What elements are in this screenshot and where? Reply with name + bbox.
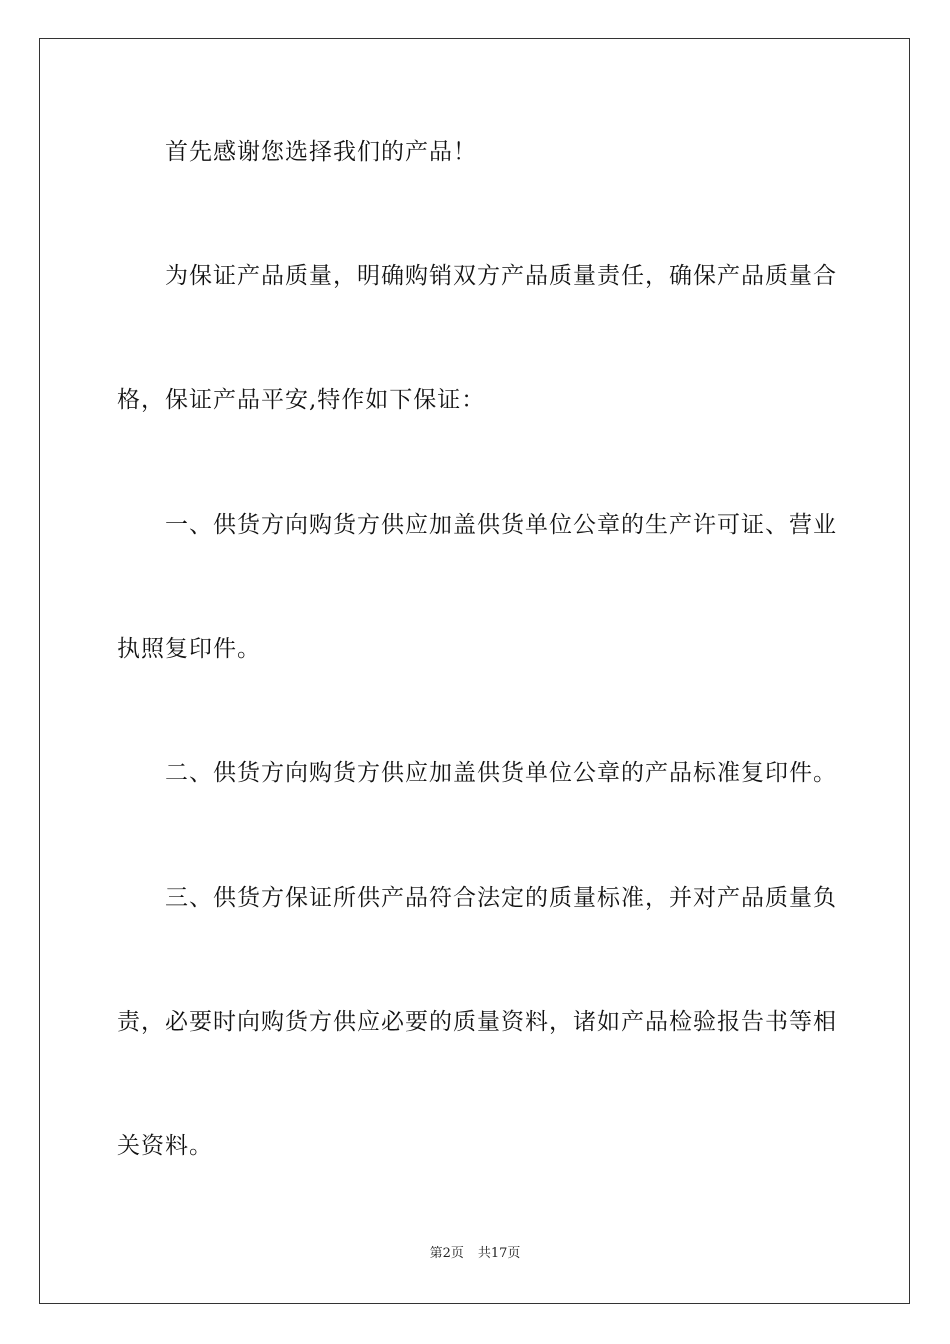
page-footer: [0, 1245, 950, 1263]
text-line: 执照复印件。: [117, 636, 261, 662]
text-line: 责，必要时向购货方供应必要的质量资料，诸如产品检验报告书等相: [117, 1009, 837, 1035]
page-total: 共17页: [477, 1246, 521, 1261]
text-line: 为保证产品质量，明确购销双方产品质量责任，确保产品质量合: [165, 263, 837, 289]
page-number: 第2页: [429, 1246, 464, 1261]
text-line: 三、供货方保证所供产品符合法定的质量标准，并对产品质量负: [165, 885, 837, 911]
page-frame: [39, 38, 910, 1304]
text-line: 一、供货方向购货方供应加盖供货单位公章的生产许可证、营业: [165, 512, 837, 538]
text-line: 关资料。: [117, 1133, 213, 1159]
text-line: 格，保证产品平安,特作如下保证：: [117, 387, 486, 413]
text-line: 二、供货方向购货方供应加盖供货单位公章的产品标准复印件。: [165, 760, 837, 786]
text-line: 首先感谢您选择我们的产品！: [165, 139, 477, 165]
